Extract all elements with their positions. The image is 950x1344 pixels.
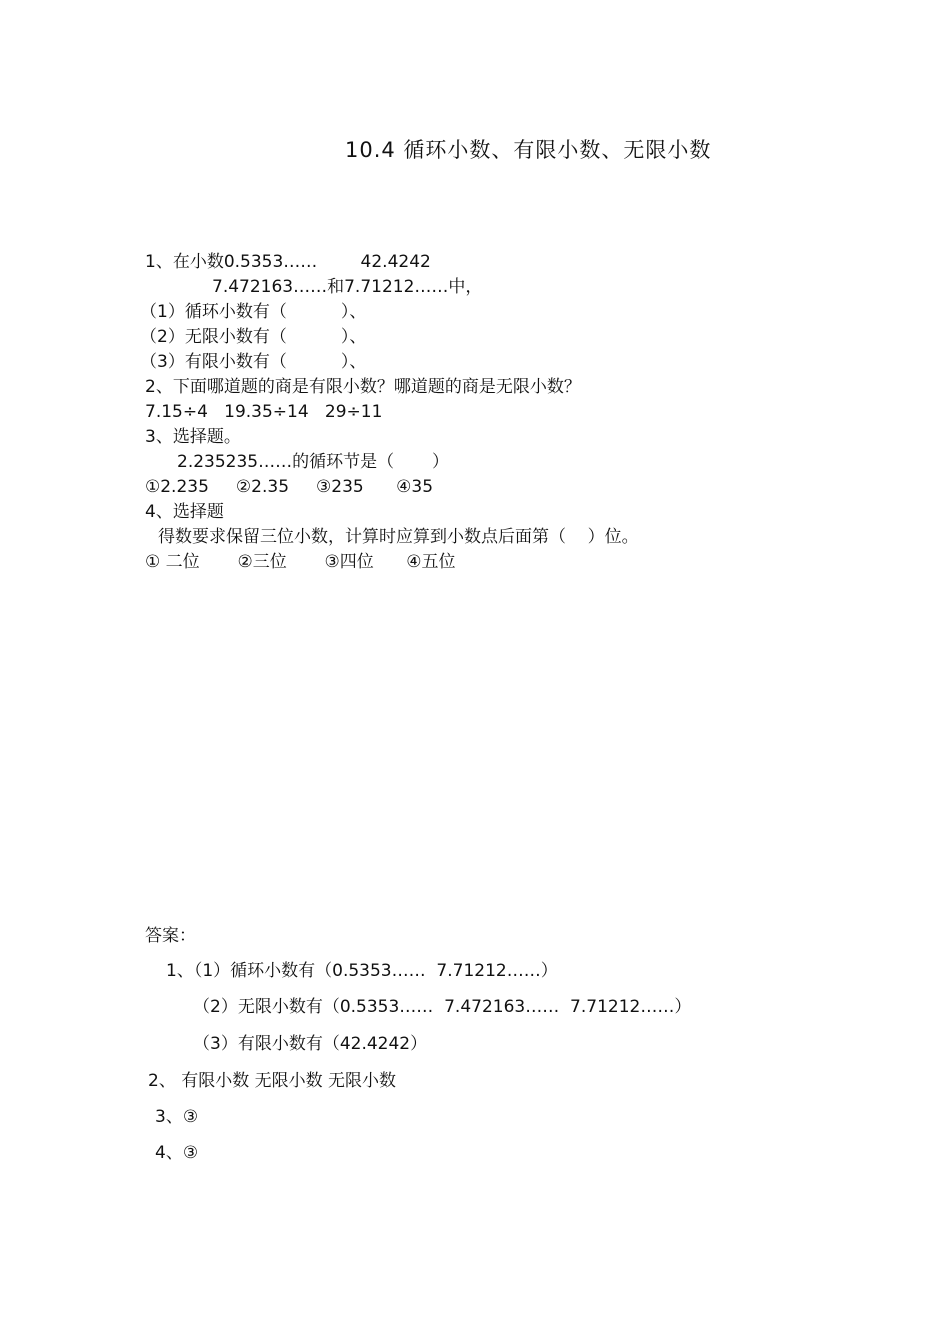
- answer-3: 3、③: [155, 1107, 199, 1127]
- question-4-options: ① 二位 ②三位 ③四位 ④五位: [145, 552, 456, 572]
- question-4-line-1: 4、选择题: [145, 502, 224, 522]
- answer-1-part-1: 1、（1）循环小数有（0.5353…… 7.71212……）: [166, 961, 558, 981]
- question-3-options: ①2.235 ②2.35 ③235 ④35: [145, 477, 434, 497]
- answer-1-part-2: （2）无限小数有（0.5353…… 7.472163…… 7.71212……）: [193, 997, 692, 1017]
- question-1-sub-1: （1）循环小数有（ ）、: [140, 302, 367, 322]
- question-1-line-2: 7.472163……和7.71212……中，: [212, 277, 483, 297]
- answer-2: 2、 有限小数 无限小数 无限小数: [148, 1071, 397, 1091]
- question-3-line-2: 2.235235……的循环节是（ ）: [177, 452, 449, 472]
- question-2-line-1: 2、下面哪道题的商是有限小数？哪道题的商是无限小数？: [145, 377, 581, 397]
- question-4-line-2: 得数要求保留三位小数，计算时应算到小数点后面第（ ）位。: [158, 527, 639, 547]
- answer-1-part-3: （3）有限小数有（42.4242）: [193, 1034, 428, 1054]
- question-1-sub-3: （3）有限小数有（ ）、: [140, 352, 367, 372]
- page-title: 10.4 循环小数、有限小数、无限小数: [345, 138, 712, 162]
- answer-4: 4、③: [155, 1143, 199, 1163]
- question-3-line-1: 3、选择题。: [145, 427, 241, 447]
- question-2-line-2: 7.15÷4 19.35÷14 29÷11: [145, 402, 383, 422]
- answers-heading: 答案：: [145, 926, 196, 946]
- question-1-sub-2: （2）无限小数有（ ）、: [140, 327, 367, 347]
- question-1-line-1: 1、在小数0.5353…… 42.4242: [145, 252, 431, 272]
